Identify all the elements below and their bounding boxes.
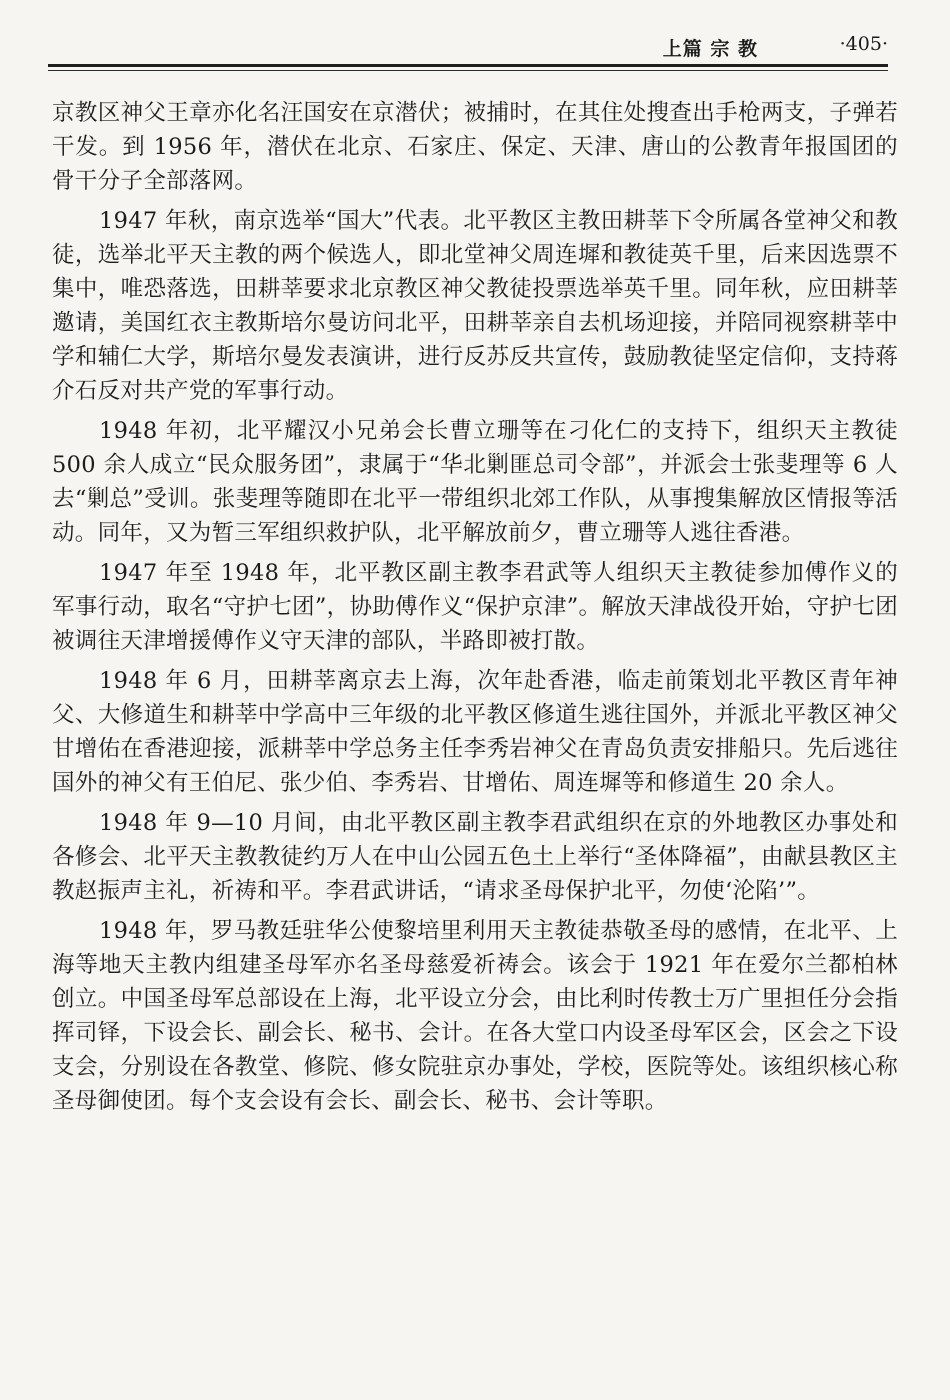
paragraph: 1948 年 6 月，田耕莘离京去上海，次年赴香港，临走前策划北平教区青年神父、大修道生和耕莘中学高中三年级的北平教区修道生逃往国外，并派北平教区神父甘增佑在香港迎接，派耕莘中学总务主任李秀岩神父在青岛负责安排船只。先后逃往国外的神父有王伯尼、张少伯、李秀岩、甘增佑、周连墀等和修道生 20 余人。 bbox=[52, 668, 898, 796]
page-number: ·405· bbox=[839, 33, 888, 55]
running-header bbox=[48, 30, 888, 62]
paragraph-continued: 京教区神父王章亦化名汪国安在京潜伏；被捕时，在其住处搜查出手枪两支，子弹若干发。到 1956 年，潜伏在北京、石家庄、保定、天津、唐山的公教青年报国团的骨干分子全部落网。 bbox=[52, 100, 898, 194]
header-section-title: 上篇 宗 教 bbox=[662, 38, 758, 60]
paragraph: 1947 年秋，南京选举“国大”代表。北平教区主教田耕莘下令所属各堂神父和教徒，选举北平天主教的两个候选人，即北堂神父周连墀和教徒英千里，后来因选票不集中，唯恐落选，田耕莘要求北京教区神父教徒投票选举英千里。同年秋，应田耕莘邀请，美国红衣主教斯培尔曼访问北平，田耕莘亲自去机场迎接，并陪同视察耕莘中学和辅仁大学，斯培尔曼发表演讲，进行反苏反共宣传，鼓励教徒坚定信仰，支持蒋介石反对共产党的军事行动。 bbox=[52, 208, 898, 404]
paragraph: 1947 年至 1948 年，北平教区副主教李君武等人组织天主教徒参加傅作义的军事行动，取名“守护七团”，协助傅作义“保护京津”。解放天津战役开始，守护七团被调往天津增援傅作义守天津的部队，半路即被打散。 bbox=[52, 560, 898, 654]
paragraph: 1948 年，罗马教廷驻华公使黎培里利用天主教徒恭敬圣母的感情，在北平、上海等地天主教内组建圣母军亦名圣母慈爱祈祷会。该会于 1921 年在爱尔兰都柏林创立。中国圣母军总部设在上海，北平设立分会，由比利时传教士万广里担任分会指挥司铎，下设会长、副会长、秘书、会计。在各大堂口内设圣母军区会，区会之下设支会，分别设在各教堂、修院、修女院驻京办事处，学校，医院等处。该组织核心称圣母御使团。每个支会设有会长、副会长、秘书、会计等职。 bbox=[52, 918, 898, 1114]
body-text bbox=[52, 96, 898, 1124]
header-rule-thin bbox=[48, 70, 888, 71]
paragraph: 1948 年初，北平耀汉小兄弟会长曹立珊等在刁化仁的支持下，组织天主教徒 500 余人成立“民众服务团”，隶属于“华北剿匪总司令部”，并派会士张斐理等 6 人去“剿总”受训。张斐理等随即在北平一带组织北郊工作队，从事搜集解放区情报等活动。同年，又为暂三军组织救护队，北平解放前夕，曹立珊等人逃往香港。 bbox=[52, 418, 898, 546]
header-rule-thick bbox=[48, 64, 888, 67]
paragraph: 1948 年 9—10 月间，由北平教区副主教李君武组织在京的外地教区办事处和各修会、北平天主教教徒约万人在中山公园五色土上举行“圣体降福”，由献县教区主教赵振声主礼，祈祷和平。李君武讲话，“请求圣母保护北平，勿使‘沦陷’”。 bbox=[52, 810, 898, 904]
